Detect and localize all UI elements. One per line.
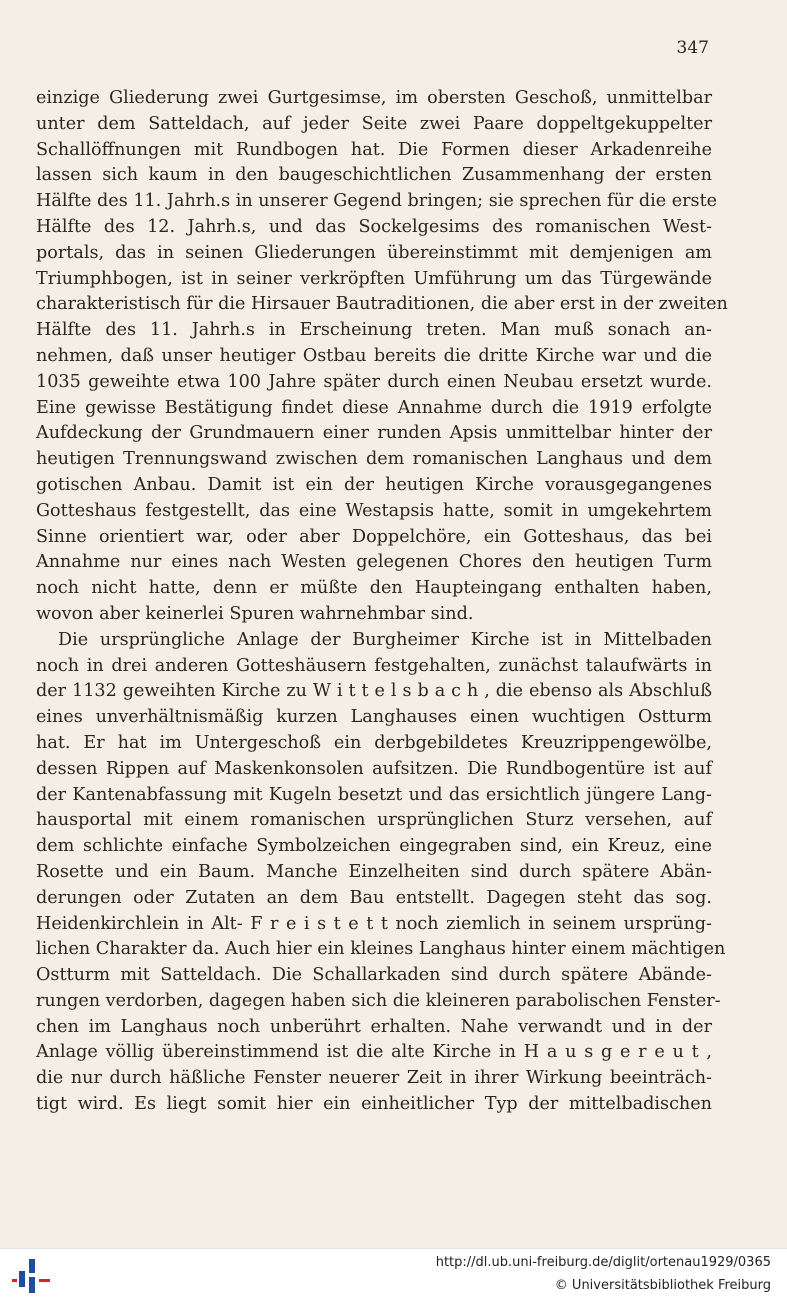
text-line: 1035 geweihte etwa 100 Jahre später durch einen Neubau ersetzt wurde.: [36, 371, 712, 392]
ub-freiburg-logo-icon[interactable]: [12, 1257, 52, 1295]
text-line: Aufdeckung der Grundmauern einer runden Apsis unmittelbar hinter der: [36, 423, 712, 444]
text-line: noch in drei anderen Gotteshäusern festgehalten, zunächst talaufwärts in: [36, 655, 712, 676]
viewer-footer: [0, 1248, 787, 1303]
text-line: einzige Gliederung zwei Gurtgesimse, im obersten Geschoß, unmittelbar: [36, 88, 712, 108]
text-line: Schallöffnungen mit Rundbogen hat. Die Formen dieser Arkadenreihe: [36, 139, 712, 160]
permalink-link[interactable]: http://dl.ub.uni-freiburg.de/diglit/ortenau1929/0365: [435, 1255, 771, 1270]
text-line: die nur durch häßliche Fenster neuerer Zeit in ihrer Wirkung beeinträch-: [36, 1068, 712, 1089]
copyright-notice: © Universitätsbibliothek Freiburg: [554, 1278, 771, 1293]
text-line: chen im Langhaus noch unberührt erhalten. Nahe verwandt und in der: [36, 1016, 712, 1037]
text-line: hausportal mit einem romanischen ursprünglichen Sturz versehen, auf: [36, 810, 712, 831]
text-line: Gotteshaus festgestellt, das eine Westapsis hatte, somit in umgekehrtem: [36, 500, 712, 521]
text-line: Hälfte des 12. Jahrh.s, und das Sockelgesims des romanischen West-: [36, 216, 712, 237]
text-line: Rosette und ein Baum. Manche Einzelheiten sind durch spätere Abän-: [36, 861, 712, 882]
text-line: Annahme nur eines nach Westen gelegenen Chores den heutigen Turm: [36, 552, 712, 573]
text-line: Eine gewisse Bestätigung findet diese Annahme durch die 1919 erfolgte: [36, 397, 712, 418]
text-line: nehmen, daß unser heutiger Ostbau bereits die dritte Kirche war und die: [36, 345, 712, 366]
text-line: der 1132 geweihten Kirche zu W i t t e l s b a c h , die ebenso als Abschluß: [36, 681, 712, 702]
text-line: hat. Er hat im Untergeschoß ein derbgebildetes Kreuzrippengewölbe,: [36, 732, 712, 753]
text-line: lichen Charakter da. Auch hier ein kleines Langhaus hinter einem mächtigen: [36, 939, 726, 960]
page-number: 347: [676, 38, 709, 58]
text-line: wovon aber keinerlei Spuren wahrnehmbar sind.: [36, 603, 474, 624]
text-line: Die ursprüngliche Anlage der Burgheimer Kirche ist in Mittelbaden: [58, 629, 712, 650]
text-line: heutigen Trennungswand zwischen dem romanischen Langhaus und dem: [36, 449, 712, 470]
text-line: Anlage völlig übereinstimmend ist die alte Kirche in H a u s g e r e u t ,: [36, 1042, 712, 1063]
text-line: Heidenkirchlein in Alt- F r e i s t e t t noch ziemlich in seinem ursprüng-: [36, 913, 712, 934]
text-line: lassen sich kaum in den baugeschichtlichen Zusammenhang der ersten: [36, 165, 712, 186]
text-line: Hälfte des 11. Jahrh.s in unserer Gegend bringen; sie sprechen für die erste: [36, 191, 718, 212]
text-line: der Kantenabfassung mit Kugeln besetzt und das ersichtlich jüngere Lang-: [36, 784, 712, 805]
text-line: Ostturm mit Satteldach. Die Schallarkaden sind durch spätere Abände-: [36, 965, 712, 986]
text-line: derungen oder Zutaten an dem Bau entstellt. Dagegen steht das sog.: [36, 887, 712, 908]
text-line: charakteristisch für die Hirsauer Bautraditionen, die aber erst in der zweiten: [36, 294, 728, 315]
text-line: gotischen Anbau. Damit ist ein der heutigen Kirche vorausgegangenes: [36, 474, 712, 495]
text-line: Sinne orientiert war, oder aber Doppelchöre, ein Gotteshaus, das bei: [36, 526, 712, 547]
body-text: [36, 86, 728, 1118]
text-line: dessen Rippen auf Maskenkonsolen aufsitzen. Die Rundbogentüre ist auf: [36, 758, 712, 779]
text-line: noch nicht hatte, denn er müßte den Haupteingang enthalten haben,: [36, 578, 712, 599]
text-line: Hälfte des 11. Jahrh.s in Erscheinung treten. Man muß sonach an-: [36, 320, 712, 341]
text-line: Triumphbogen, ist in seiner verkröpften Umführung um das Türgewände: [36, 268, 712, 289]
text-line: unter dem Satteldach, auf jeder Seite zwei Paare doppeltgekuppelter: [36, 113, 712, 134]
text-line: dem schlichte einfache Symbolzeichen eingegraben sind, ein Kreuz, eine: [36, 836, 712, 857]
text-line: portals, das in seinen Gliederungen übereinstimmt mit demjenigen am: [36, 242, 712, 263]
text-line: tigt wird. Es liegt somit hier ein einheitlicher Typ der mittelbadischen: [36, 1094, 712, 1115]
text-line: eines unverhältnismäßig kurzen Langhauses einen wuchtigen Ostturm: [36, 707, 712, 728]
text-line: rungen verdorben, dagegen haben sich die kleineren parabolischen Fenster-: [36, 990, 721, 1011]
